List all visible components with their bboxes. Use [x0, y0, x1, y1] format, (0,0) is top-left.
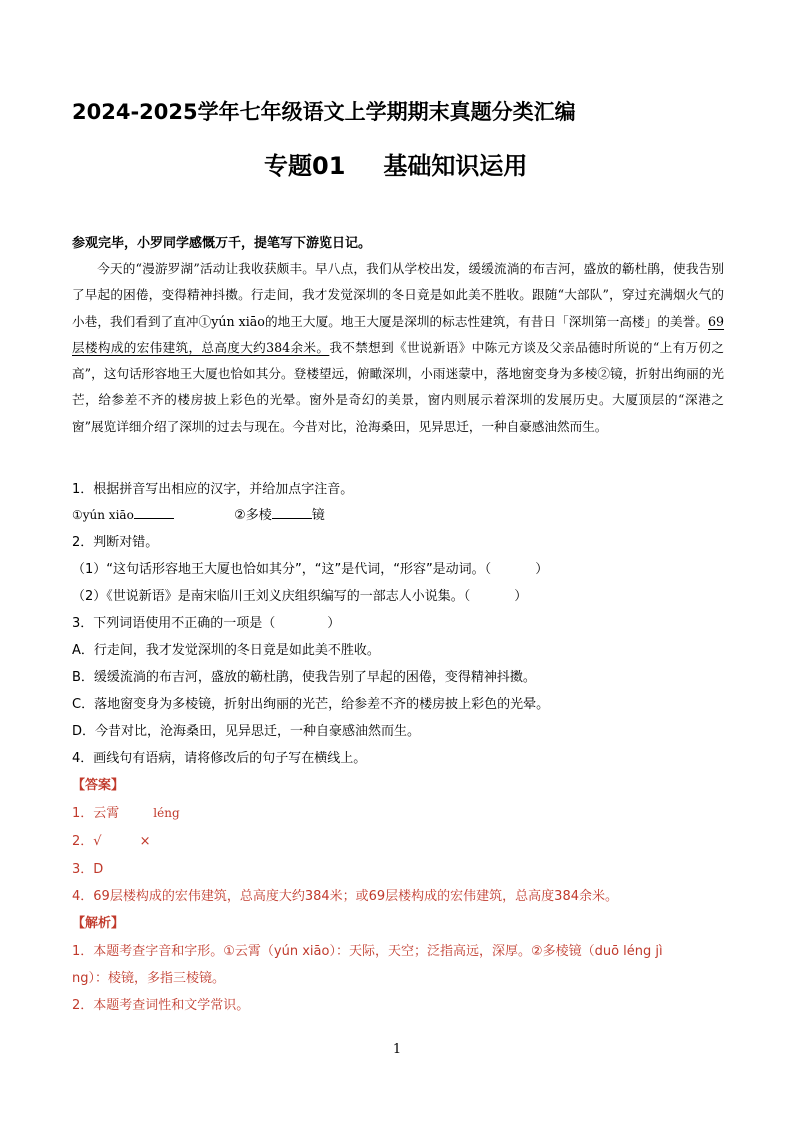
answer-2	[72, 830, 150, 849]
answer-tag: 【答案】	[72, 778, 125, 793]
q1b-tail: 镜	[311, 508, 325, 523]
answer-1-text: 1．云霄	[72, 806, 120, 821]
page-number: 1	[392, 1042, 402, 1057]
analysis-1-line-2: ng）：棱镜，多指三棱镜。	[72, 971, 225, 986]
analysis-2: 2．本题考查词性和文学常识。	[72, 998, 250, 1013]
answer-1	[72, 802, 180, 821]
close-paren: ）	[535, 562, 549, 577]
passage-mark-1: ①yún xiāo	[198, 313, 265, 329]
reading-passage	[72, 256, 724, 440]
answer-1-pinyin: léng	[153, 806, 180, 820]
passage-text: 我不禁想到《世说新语》中陈元方谈及父亲品德时所说的“上有万仞之高”，这句话形容地王大厦也恰如其分。登楼望远，俯瞰深圳，小雨迷蒙中，落地窗变身为多棱	[72, 339, 724, 382]
question-2-a	[72, 558, 548, 577]
question-1-items	[72, 504, 325, 523]
close-paren: ）	[327, 616, 341, 631]
question-1: 1．根据拼音写出相应的汉字，并给加点字注音。	[72, 482, 354, 497]
underlined-sentence: 69层楼构成的宏伟建筑，总高度大约384余米。	[72, 313, 725, 355]
q2b-text: （2）《世说新语》是南宋临川王刘义庆组织编写的一部志人小说集。（	[72, 589, 471, 604]
analysis-1-line-1: 1．本题考查字音和字形。①云霄（yún xiāo）：天际，天空；泛指高远，深厚。②多棱镜（duō léng jì	[72, 944, 663, 959]
passage-mark-2: ②	[597, 366, 611, 382]
question-4: 4．画线句有语病，请将修改后的句子写在横线上。	[72, 751, 367, 766]
answer-3: 3．D	[72, 862, 104, 877]
question-2: 2．判断对错。	[72, 535, 159, 550]
q2a-text: （1）“这句话形容地王大厦也恰如其分”，“这”是代词，“形容”是动词。（	[72, 562, 492, 577]
q1a-label: ①yún xiāo	[72, 508, 134, 522]
question-2-b	[72, 585, 527, 604]
option-b: B．缓缓流淌的布吉河，盛放的簕杜鹃，使我告别了早起的困倦，变得精神抖擞。	[72, 670, 536, 685]
passage-text: 的地王大厦。地王大厦是深圳的标志性建筑，有昔日「深圳第一高楼」的美誉。	[264, 313, 708, 329]
analysis-tag: 【解析】	[72, 916, 125, 931]
topic-title	[264, 146, 527, 181]
answer-4: 4．69层楼构成的宏伟建筑，总高度大约384米；或69层楼构成的宏伟建筑，总高度384余米。	[72, 889, 618, 904]
answer-2-cross: ×	[139, 834, 151, 849]
option-d: D．今昔对比，沧海桑田，见异思迁，一种自豪感油然而生。	[72, 724, 421, 739]
passage-text: 镜，折射出绚丽的光芒，给参差不齐的楼房披上彩色的光晕。窗外是奇幻的美景，窗内则展示着深圳的发展历史。大厦顶层的“深港之窗”展览详细介绍了深圳的过去与现在。今昔对比，沧海桑田，见异思迁，一种自豪感油然而生。	[72, 366, 725, 434]
passage-paragraph	[72, 256, 724, 440]
answer-blank[interactable]	[134, 506, 174, 519]
topic-number: 专题01	[264, 152, 346, 180]
topic-name: 基础知识运用	[383, 152, 528, 180]
answer-2-check: 2．√	[72, 834, 102, 849]
option-a: A．行走间，我才发觉深圳的冬日竟是如此美不胜收。	[72, 643, 380, 658]
q1b-label: ②多棱	[234, 508, 272, 523]
answer-blank[interactable]	[272, 506, 312, 519]
question-3	[72, 612, 340, 631]
intro-text: 参观完毕，小罗同学感慨万千，提笔写下游览日记。	[72, 236, 372, 251]
passage-text: 今天的“漫游罗湖”活动让我收获颇丰。早八点，我们从学校出发，缓缓流淌的布吉河，盛放的簕杜鹃，使我告别了早起的困倦，变得精神抖擞。行走间，我才发觉深圳的冬日竟是如此美不胜收。跟随“大部队”，穿过充满烟火气的小巷，我们看到了直冲	[72, 261, 724, 329]
series-title: 2024-2025学年七年级语文上学期期末真题分类汇编	[72, 100, 576, 124]
q3-text: 3．下列词语使用不正确的一项是（	[72, 616, 276, 631]
close-paren: ）	[514, 589, 528, 604]
option-c: C．落地窗变身为多棱镜，折射出绚丽的光芒，给参差不齐的楼房披上彩色的光晕。	[72, 697, 550, 712]
